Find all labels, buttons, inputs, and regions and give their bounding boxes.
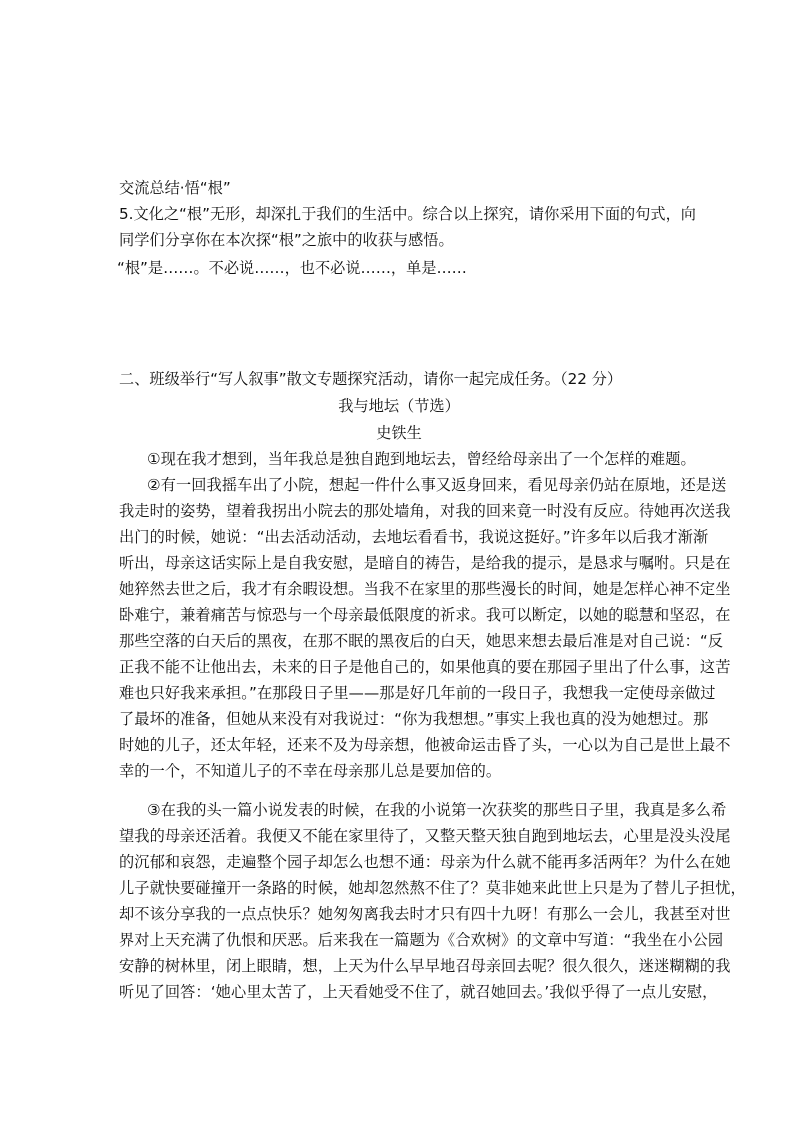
- paragraph-line: 了最坏的准备，但她从来没有对我说过：“你为我想想。”事实上我也真的没为她想过。那: [119, 710, 709, 728]
- section-heading: 交流总结·悟“根”: [119, 179, 231, 197]
- essay-author: 史铁生: [376, 424, 422, 442]
- question-line-2: 同学们分享你在本次探“根”之旅中的收获与感悟。: [119, 231, 454, 249]
- paragraph-line: 儿子就快要碰撞开一条路的时候，她却忽然熬不住了？莫非她来此世上只是为了替儿子担忧，: [119, 879, 746, 897]
- paragraph-line: 时她的儿子，还太年轻，还来不及为母亲想，他被命运击昏了头，一心以为自己是世上最不: [119, 736, 731, 754]
- paragraph-line: 的沉郁和哀怨，走遍整个园子却怎么也想不通：母亲为什么就不能再多活两年？为什么在她: [119, 853, 731, 871]
- paragraph-line: 界对上天充满了仇恨和厌恶。后来我在一篇题为《合欢树》的文章中写道：“我坐在小公园: [119, 931, 724, 949]
- paragraph-line: ①现在我才想到，当年我总是独自跑到地坛去，曾经给母亲出了一个怎样的难题。: [147, 450, 696, 468]
- paragraph-line: 听出，母亲这话实际上是自我安慰，是暗自的祷告，是给我的提示，是恳求与嘱咐。只是在: [119, 554, 731, 572]
- paragraph-line: 卧难宁，兼着痛苦与惊恐与一个母亲最低限度的祈求。我可以断定，以她的聪慧和坚忍，在: [119, 606, 731, 624]
- paragraph-line: 安静的树林里，闭上眼睛，想，上天为什么早早地召母亲回去呢？很久很久，迷迷糊糊的我: [119, 957, 731, 975]
- essay-title: 我与地坛（节选）: [338, 397, 460, 415]
- paragraph-line: ③在我的头一篇小说发表的时候，在我的小说第一次获奖的那些日子里，我真是多么希: [147, 801, 727, 819]
- paragraph-line: 正我不能不让他出去，未来的日子是他自己的，如果他真的要在那园子里出了什么事，这苦: [119, 658, 731, 676]
- paragraph-line: ②有一回我摇车出了小院，想起一件什么事又返身回来，看见母亲仍站在原地，还是送: [147, 476, 727, 494]
- paragraph-line: 却不该分享我的一点点快乐？她匆匆离我去时才只有四十九呀！有那么一会儿，我甚至对世: [119, 905, 731, 923]
- paragraph-line: 听见了回答：‘她心里太苦了，上天看她受不住了，就召她回去。’我似乎得了一点儿安慰，: [119, 983, 718, 1001]
- question-line-1: 5.文化之“根”无形，却深扎于我们的生活中。综合以上探究，请你采用下面的句式，向: [119, 205, 696, 223]
- paragraph-line: 出门的时候，她说：“出去活动活动，去地坛看看书，我说这挺好。”许多年以后我才渐渐: [119, 528, 709, 546]
- paragraph-line: 难也只好我来承担。”在那段日子里——那是好几年前的一段日子，我想我一定使母亲做过: [119, 684, 716, 702]
- paragraph-line: 她猝然去世之后，我才有余暇设想。当我不在家里的那些漫长的时间，她是怎样心神不定坐: [119, 580, 731, 598]
- sentence-pattern: “根”是……。不必说……，也不必说……，单是……: [117, 259, 467, 277]
- paragraph-line: 幸的一个，不知道儿子的不幸在母亲那儿总是要加倍的。: [119, 762, 502, 780]
- task-intro: 二、班级举行“写人叙事”散文专题探究活动，请你一起完成任务。（22 分）: [119, 370, 623, 388]
- paragraph-line: 我走时的姿势，望着我拐出小院去的那处墙角，对我的回来竟一时没有反应。待她再次送我: [119, 502, 731, 520]
- paragraph-line: 那些空落的白天后的黑夜，在那不眠的黑夜后的白天，她思来想去最后准是对自己说：“反: [119, 632, 724, 650]
- paragraph-line: 望我的母亲还活着。我便又不能在家里待了，又整天整天独自跑到地坛去，心里是没头没尾: [119, 827, 731, 845]
